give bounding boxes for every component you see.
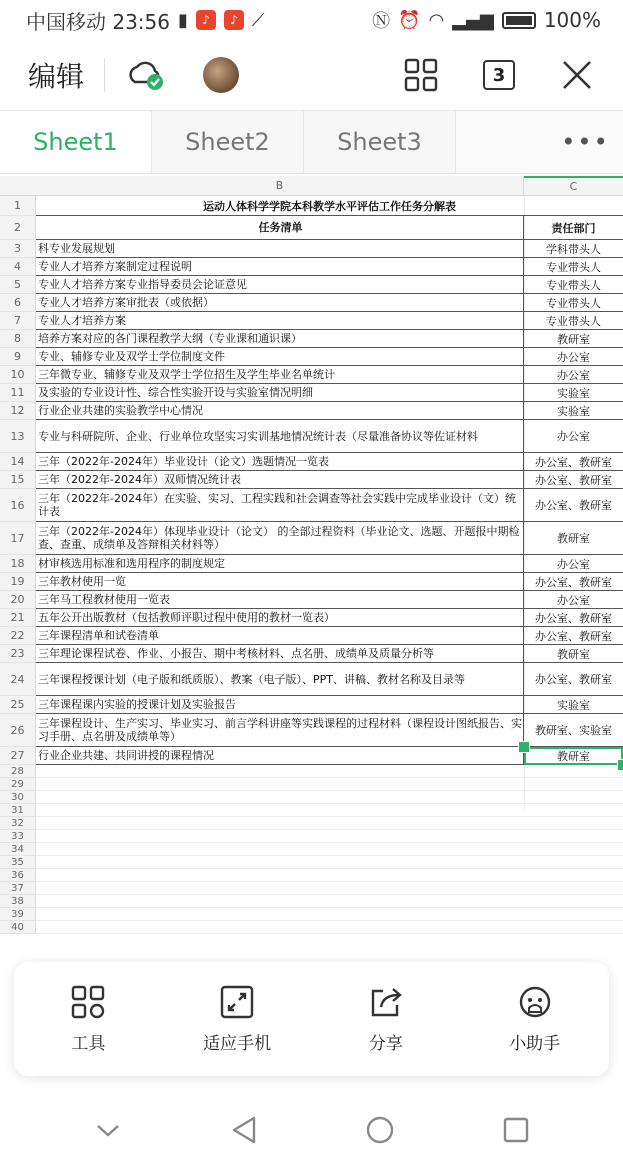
top-toolbar [0, 40, 623, 110]
assistant-icon [517, 985, 553, 1019]
battery-icon [502, 12, 536, 29]
task-cell[interactable]: 三年（2022年-2024年）在实验、实习、工程实践和社会调查等社会实践中完成毕业设计（文）统计表 [36, 489, 524, 522]
row-header[interactable]: 3 [0, 240, 36, 258]
row-header[interactable]: 9 [0, 348, 36, 366]
empty-row[interactable] [36, 856, 623, 869]
department-cell[interactable]: 实验室 [524, 696, 623, 714]
empty-row[interactable] [36, 882, 623, 895]
chevron-down-icon[interactable] [93, 1120, 123, 1140]
row-header[interactable]: 16 [0, 489, 36, 522]
task-cell[interactable]: 三年马工程教材使用一览表 [36, 591, 524, 609]
battery-percent: 100% [543, 8, 601, 32]
row-header[interactable]: 22 [0, 627, 36, 645]
row-header[interactable]: 32 [0, 817, 36, 830]
row-header[interactable]: 8 [0, 330, 36, 348]
fit-phone-label: 适应手机 [203, 1033, 272, 1054]
row-header[interactable]: 12 [0, 402, 36, 420]
department-cell[interactable]: 专业带头人 [524, 258, 623, 276]
department-cell[interactable]: 办公室、教研室 [524, 663, 623, 696]
department-cell[interactable]: 办公室 [524, 420, 623, 453]
edit-button[interactable]: 编辑 [28, 60, 85, 93]
fit-phone-button[interactable] [172, 985, 302, 1054]
assistant-button[interactable] [470, 985, 600, 1054]
department-cell[interactable]: 办公室、教研室 [524, 627, 623, 645]
empty-row[interactable] [36, 830, 623, 843]
tools-label: 工具 [71, 1033, 106, 1054]
department-cell[interactable]: 专业带头人 [524, 312, 623, 330]
department-cell[interactable]: 办公室 [524, 591, 623, 609]
grid-view-icon[interactable] [403, 57, 439, 93]
toolbar-divider [104, 58, 105, 92]
sheet-tabs [0, 110, 623, 174]
row-header[interactable]: 1 [0, 196, 36, 216]
empty-row[interactable] [36, 817, 623, 830]
battery-saver-icon: ▮ [178, 9, 188, 31]
row-header[interactable]: 14 [0, 453, 36, 471]
share-button[interactable] [321, 985, 451, 1054]
cloud-synced-icon[interactable] [125, 58, 167, 92]
department-cell[interactable]: 教研室 [524, 330, 623, 348]
share-icon [369, 985, 403, 1019]
row-header[interactable]: 29 [0, 778, 36, 791]
more-tabs-button[interactable]: ••• [561, 128, 610, 156]
department-cell[interactable]: 办公室 [524, 348, 623, 366]
header-task-list: 任务清单 [36, 216, 524, 240]
department-cell[interactable]: 办公室、教研室 [524, 573, 623, 591]
department-cell[interactable]: 教研室 [524, 747, 623, 765]
assistant-label: 小助手 [509, 1033, 561, 1054]
row-header[interactable]: 13 [0, 420, 36, 453]
carrier-time: 中国移动 23:56 [26, 9, 170, 34]
empty-row[interactable] [36, 778, 623, 791]
task-cell[interactable]: 三年教材使用一览 [36, 573, 524, 591]
alarm-icon: ⏰ [398, 9, 421, 31]
empty-row[interactable] [36, 908, 623, 921]
task-cell[interactable]: 行业企业共建、共同讲授的课程情况 [36, 747, 524, 765]
back-icon[interactable] [230, 1115, 258, 1145]
task-cell[interactable]: 材审核选用标准和选用程序的制度规定 [36, 555, 524, 573]
avatar[interactable] [203, 57, 239, 93]
empty-row[interactable] [36, 869, 623, 882]
corner-cell[interactable] [0, 176, 36, 196]
department-cell[interactable]: 教研室、实验室 [524, 714, 623, 747]
link-icon: ⟋ [251, 9, 265, 31]
row-header[interactable]: 20 [0, 591, 36, 609]
task-cell[interactable]: 行业企业共建的实验教学中心情况 [36, 402, 524, 420]
share-label: 分享 [368, 1033, 403, 1054]
row-header[interactable]: 24 [0, 663, 36, 696]
task-cell[interactable]: 科专业发展规划 [36, 240, 524, 258]
department-cell[interactable]: 办公室、教研室 [524, 489, 623, 522]
task-cell[interactable]: 专业人才培养方案审批表（或依据） [36, 294, 524, 312]
recents-icon[interactable] [502, 1116, 530, 1144]
window-count-button[interactable]: 3 [483, 60, 515, 90]
task-cell[interactable]: 三年微专业、辅修专业及双学士学位招生及学生毕业名单统计 [36, 366, 524, 384]
row-header[interactable]: 2 [0, 216, 36, 240]
home-icon[interactable] [365, 1115, 395, 1145]
row-header[interactable]: 15 [0, 471, 36, 489]
empty-row[interactable] [36, 804, 623, 817]
row-header[interactable]: 18 [0, 555, 36, 573]
task-cell[interactable]: 三年（2022年-2024年）体现毕业设计（论文） 的全部过程资料（毕业论文、选题、开题报中期检查、查重、成绩单及答辩相关材料等） [36, 522, 524, 555]
nfc-icon: Ⓝ [372, 11, 391, 32]
department-cell[interactable]: 办公室、教研室 [524, 609, 623, 627]
task-cell[interactable]: 专业人才培养方案 [36, 312, 524, 330]
department-cell[interactable]: 实验室 [524, 402, 623, 420]
department-cell[interactable]: 教研室 [524, 645, 623, 663]
selection-handle[interactable] [518, 741, 530, 753]
sheet-title: 运动人体科学学院本科教学水平评估工作任务分解表 [36, 196, 623, 216]
task-cell[interactable]: 三年课程课内实验的授课计划及实验报告 [36, 696, 524, 714]
row-header[interactable]: 30 [0, 791, 36, 804]
row-header[interactable]: 11 [0, 384, 36, 402]
system-nav-bar [0, 1100, 623, 1160]
empty-row[interactable] [36, 895, 623, 908]
wifi-icon: ◠ [428, 9, 445, 31]
column-header-c[interactable]: C [524, 176, 623, 196]
row-header[interactable]: 33 [0, 830, 36, 843]
tools-button[interactable] [23, 985, 153, 1054]
status-bar [0, 0, 623, 40]
tab-sheet2[interactable]: Sheet2 [152, 111, 304, 173]
app-notification-icon-2: ♪ [224, 10, 244, 30]
department-cell[interactable]: 专业带头人 [524, 294, 623, 312]
empty-row[interactable] [36, 791, 623, 804]
row-header[interactable]: 28 [0, 765, 36, 778]
row-header[interactable]: 23 [0, 645, 36, 663]
bottom-action-panel [14, 962, 609, 1076]
row-header[interactable]: 35 [0, 856, 36, 869]
empty-row[interactable] [36, 765, 623, 778]
task-cell[interactable]: 培养方案对应的各门课程教学大纲（专业课和通识课） [36, 330, 524, 348]
task-cell[interactable]: 三年课程设计、生产实习、毕业实习、前言学科讲座等实践课程的过程材料（课程设计图纸报告、实习手册、点名册及成绩单等） [36, 714, 524, 747]
task-cell[interactable]: 及实验的专业设计性、综合性实验开设与实验室情况明细 [36, 384, 524, 402]
task-cell[interactable]: 专业、辅修专业及双学士学位制度文件 [36, 348, 524, 366]
empty-row[interactable] [36, 921, 623, 934]
tab-sheet3[interactable]: Sheet3 [304, 111, 456, 173]
row-header[interactable]: 31 [0, 804, 36, 817]
department-cell[interactable]: 办公室、教研室 [524, 471, 623, 489]
signal-icon: ▂▄▆ [452, 9, 494, 31]
row-header[interactable]: 17 [0, 522, 36, 555]
row-header[interactable]: 19 [0, 573, 36, 591]
app-notification-icon: ♪ [196, 10, 216, 30]
department-cell[interactable]: 学科带头人 [524, 240, 623, 258]
row-header[interactable]: 26 [0, 714, 36, 747]
department-cell[interactable]: 专业带头人 [524, 276, 623, 294]
task-cell[interactable]: 三年理论课程试卷、作业、小报告、期中考核材料、点名册、成绩单及质量分析等 [36, 645, 524, 663]
tab-sheet1[interactable]: Sheet1 [0, 111, 152, 173]
department-cell[interactable]: 办公室 [524, 366, 623, 384]
department-cell[interactable]: 教研室 [524, 522, 623, 555]
row-header[interactable]: 34 [0, 843, 36, 856]
task-cell[interactable]: 三年（2022年-2024年）双师情况统计表 [36, 471, 524, 489]
close-icon[interactable] [559, 57, 595, 93]
row-header[interactable]: 39 [0, 908, 36, 921]
row-header[interactable]: 37 [0, 882, 36, 895]
row-header[interactable]: 10 [0, 366, 36, 384]
task-cell[interactable]: 三年课程清单和试卷清单 [36, 627, 524, 645]
task-cell[interactable]: 专业人才培养方案专业指导委员会论证意见 [36, 276, 524, 294]
row-header[interactable]: 7 [0, 312, 36, 330]
department-cell[interactable]: 办公室、教研室 [524, 453, 623, 471]
header-department: 责任部门 [524, 216, 623, 240]
row-header[interactable]: 27 [0, 747, 36, 765]
row-header[interactable]: 5 [0, 276, 36, 294]
expand-icon [220, 985, 254, 1019]
task-cell[interactable]: 专业人才培养方案制定过程说明 [36, 258, 524, 276]
task-cell[interactable]: 专业与科研院所、企业、行业单位攻坚实习实训基地情况统计表（尽量准备协议等佐证材料 [36, 420, 524, 453]
row-header[interactable]: 38 [0, 895, 36, 908]
row-header[interactable]: 6 [0, 294, 36, 312]
row-header[interactable]: 4 [0, 258, 36, 276]
task-cell[interactable]: 五年公开出版教材（包括教师评职过程中使用的教材一览表） [36, 609, 524, 627]
department-cell[interactable]: 实验室 [524, 384, 623, 402]
column-header-b[interactable]: B [36, 176, 524, 196]
task-cell[interactable]: 三年课程授课计划（电子版和纸质版）、教案（电子版）、PPT、讲稿、教材名称及目录等 [36, 663, 524, 696]
empty-row[interactable] [36, 843, 623, 856]
row-header[interactable]: 36 [0, 869, 36, 882]
row-header[interactable]: 21 [0, 609, 36, 627]
department-cell[interactable]: 办公室 [524, 555, 623, 573]
tools-icon [71, 985, 105, 1019]
row-header[interactable]: 40 [0, 921, 36, 934]
row-header[interactable]: 25 [0, 696, 36, 714]
task-cell[interactable]: 三年（2022年-2024年）毕业设计（论文）选题情况一览表 [36, 453, 524, 471]
